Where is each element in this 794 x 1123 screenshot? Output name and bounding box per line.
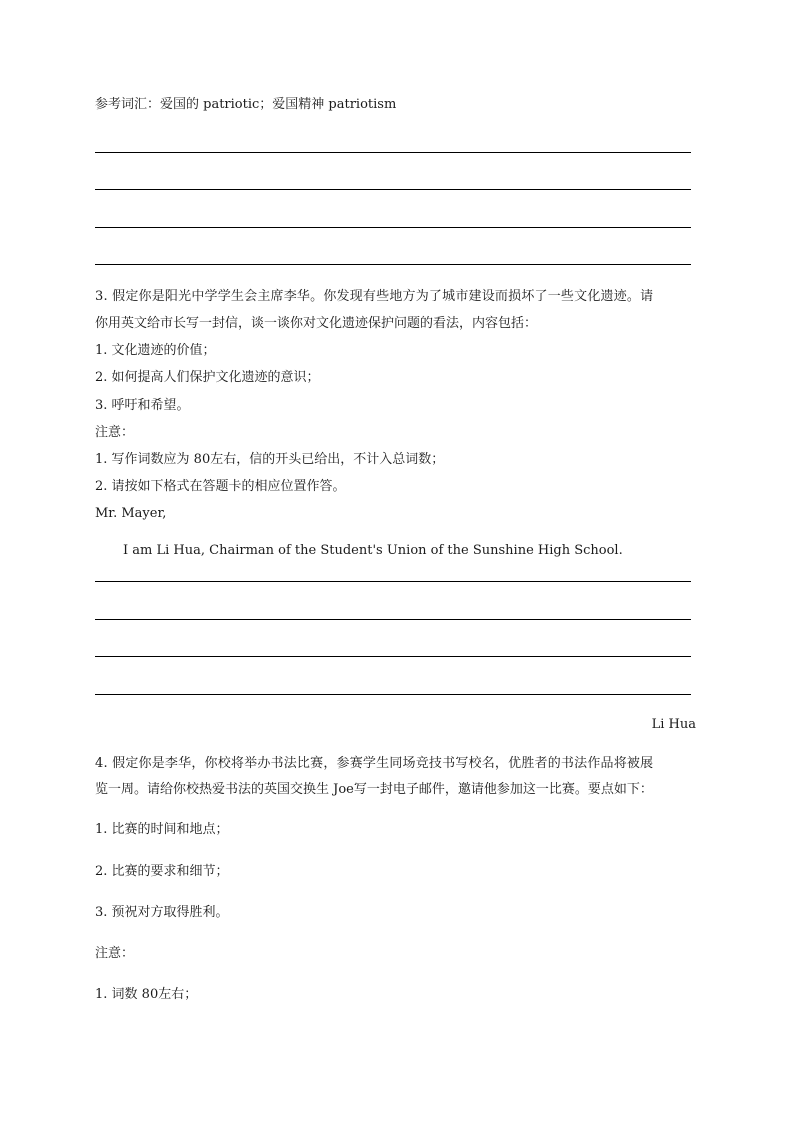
q4-prompt-line-2: 览一周。请给你校热爱书法的英国交换生 Joe写一封电子邮件，邀请他参加这一比赛。要点如下： bbox=[95, 782, 653, 797]
q4-note-label: 注意： bbox=[95, 946, 135, 961]
answer-line bbox=[95, 152, 691, 153]
letter-salutation: Mr. Mayer, bbox=[95, 506, 167, 521]
answer-line bbox=[95, 189, 691, 190]
q3-prompt-line-2: 你用英文给市长写一封信，谈一谈你对文化遗迹保护问题的看法，内容包括： bbox=[95, 316, 538, 331]
answer-line bbox=[95, 227, 691, 228]
q3-note-label: 注意： bbox=[95, 425, 135, 440]
answer-line bbox=[95, 656, 691, 657]
q3-point-2: 2. 如何提高人们保护文化遗迹的意识； bbox=[95, 370, 320, 385]
q4-prompt-line-1: 4. 假定你是李华，你校将举办书法比赛，参赛学生同场竞技书写校名，优胜者的书法作品将被展 bbox=[95, 756, 654, 771]
q4-point-2: 2. 比赛的要求和细节； bbox=[95, 864, 229, 879]
letter-signature: Li Hua bbox=[651, 717, 696, 732]
letter-opening: I am Li Hua, Chairman of the Student's Union of the Sunshine High School. bbox=[123, 543, 623, 558]
q4-point-3: 3. 预祝对方取得胜利。 bbox=[95, 905, 229, 920]
answer-line bbox=[95, 264, 691, 265]
answer-line bbox=[95, 619, 691, 620]
q3-prompt-line-1: 3. 假定你是阳光中学学生会主席李华。你发现有些地方为了城市建设而损坏了一些文化遗迹。请 bbox=[95, 289, 654, 304]
q3-note-2: 2. 请按如下格式在答题卡的相应位置作答。 bbox=[95, 479, 346, 494]
q4-note-1: 1. 词数 80左右； bbox=[95, 987, 198, 1002]
q3-point-1: 1. 文化遗迹的价值； bbox=[95, 343, 216, 358]
answer-line bbox=[95, 581, 691, 582]
answer-line bbox=[95, 694, 691, 695]
q4-point-1: 1. 比赛的时间和地点； bbox=[95, 822, 229, 837]
vocabulary-hint: 参考词汇：爱国的 patriotic；爱国精神 patriotism bbox=[95, 97, 397, 112]
q3-point-3: 3. 呼吁和希望。 bbox=[95, 398, 190, 413]
q3-note-1: 1. 写作词数应为 80左右，信的开头已给出，不计入总词数； bbox=[95, 452, 445, 467]
